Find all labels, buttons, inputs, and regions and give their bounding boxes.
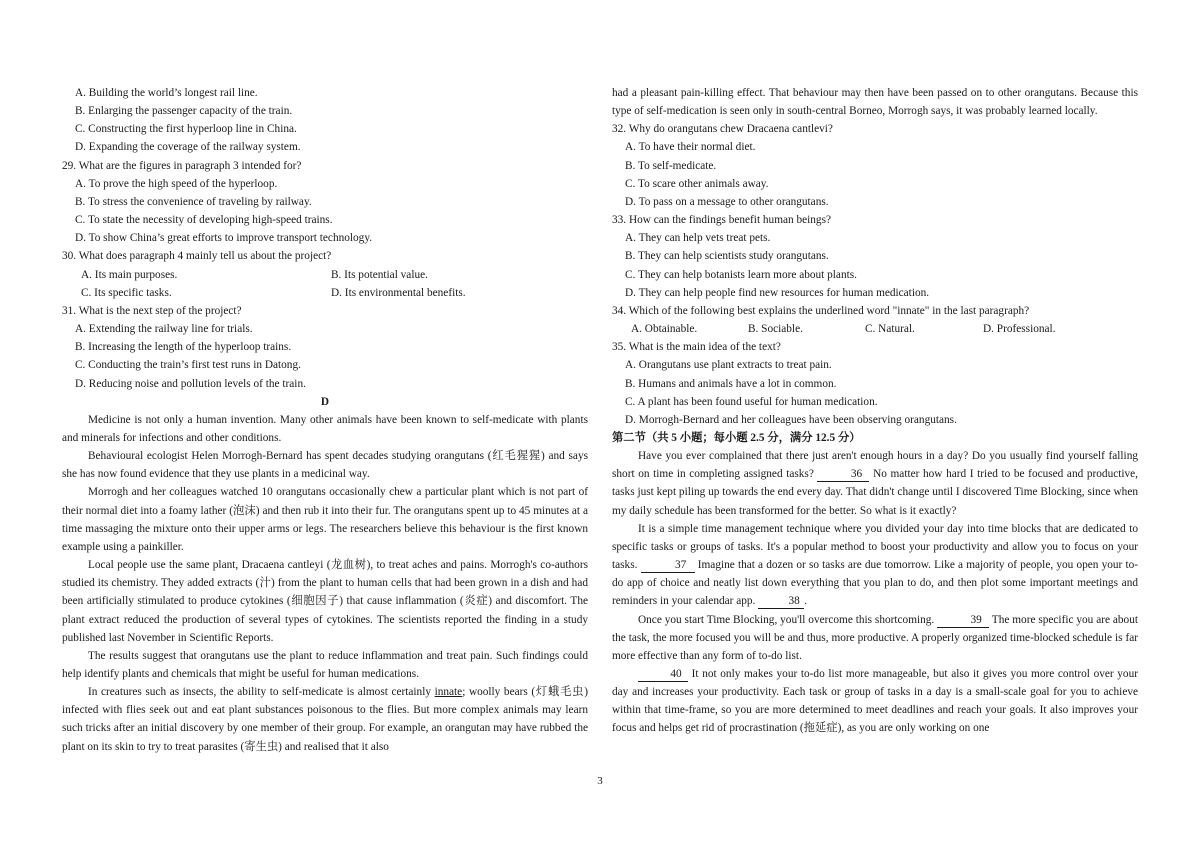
- passage-continuation: had a pleasant pain-killing effect. That behaviour may then have been passed on to other orangutans. Because this type of self-medication is seen only in south-central Borneo, Morrogh says, it was probably learned locally.: [612, 87, 1138, 118]
- passage-2-paragraph-2: [612, 520, 1138, 611]
- q30-option-c: C. Its specific tasks.: [81, 286, 172, 299]
- q29-option-a: A. To prove the high speed of the hyperloop.: [75, 177, 278, 190]
- q35-option-c: C. A plant has been found useful for human medication.: [625, 395, 878, 408]
- q29-option-b: B. To stress the convenience of traveling by railway.: [75, 195, 312, 208]
- blank-39[interactable]: 39: [937, 613, 989, 628]
- passage-paragraph-6: [62, 683, 588, 756]
- q34-option-a: A. Obtainable.: [631, 323, 698, 336]
- q29-stem: 29. What are the figures in paragraph 3 intended for?: [62, 159, 302, 172]
- q33-option-a: A. They can help vets treat pets.: [625, 232, 771, 245]
- q33-option-d: D. They can help people find new resources for human medication.: [625, 286, 930, 299]
- underlined-word-innate: innate: [434, 686, 463, 699]
- q35-option-a: A. Orangutans use plant extracts to treat pain.: [625, 359, 832, 372]
- p1-text-b: No matter how hard I tried to be focused and productive, tasks just kept piling up towards the end every day. That didn't change until I discovered Time Blocking, since when my daily schedule has been transformed for the better. So what is it exactly?: [612, 468, 1138, 517]
- q30-stem: 30. What does paragraph 4 mainly tell us about the project?: [62, 250, 332, 263]
- blank-38[interactable]: 38: [758, 594, 804, 609]
- q35-stem: 35. What is the main idea of the text?: [612, 341, 781, 354]
- p3-text-b: The more specific you are about the task, the more focused you will be and thus, more productive. A properly organized time-blocked schedule is far more effective than any form of to-do list.: [612, 613, 1138, 662]
- page-number: 3: [597, 775, 603, 787]
- q32-option-a: A. To have their normal diet.: [625, 141, 756, 154]
- section-2-heading: 第二节（共 5 小题；每小题 2.5 分，满分 12.5 分）: [612, 431, 861, 444]
- q32-option-b: B. To self-medicate.: [625, 159, 717, 172]
- q28-option-a: A. Building the world’s longest rail line.: [75, 87, 258, 99]
- left-column: [62, 84, 588, 756]
- q30-option-a: A. Its main purposes.: [81, 268, 178, 281]
- q30-option-b: B. Its potential value.: [331, 268, 428, 281]
- q35-option-d: D. Morrogh-Bernard and her colleagues have been observing orangutans.: [625, 413, 957, 426]
- passage-2-paragraph-1: [612, 447, 1138, 520]
- q34-option-b: B. Sociable.: [748, 323, 803, 336]
- p2-text-c: .: [804, 595, 808, 608]
- q35-option-b: B. Humans and animals have a lot in common.: [625, 377, 837, 390]
- q34-option-c: C. Natural.: [865, 323, 915, 336]
- q34-option-d: D. Professional.: [983, 323, 1056, 336]
- q28-option-b: B. Enlarging the passenger capacity of the train.: [75, 105, 293, 118]
- section-d-heading: D: [320, 395, 330, 408]
- p1-text-a: Have you ever complained that there just aren't enough hours in a day? Do you usually find yourself falling short on time in completing assigned tasks?: [612, 450, 1138, 481]
- q30-option-d: D. Its environmental benefits.: [331, 286, 466, 299]
- q31-option-a: A. Extending the railway line for trials.: [75, 323, 253, 336]
- p2-text-b: Imagine that a dozen or so tasks are due tomorrow. Like a majority of people, you open your to-do app of choice and neatly list down everything that you plan to do, and then plot some important meetings and reminders in your calendar app.: [612, 559, 1138, 608]
- q28-option-c: C. Constructing the first hyperloop line in China.: [75, 123, 297, 136]
- q34-stem: 34. Which of the following best explains the underlined word "innate" in the last paragraph?: [612, 304, 1030, 317]
- blank-40[interactable]: 40: [638, 667, 688, 682]
- paragraph-6-text-before: In creatures such as insects, the ability to self-medicate is almost certainly: [88, 686, 435, 699]
- p2-text-a: It is a simple time management technique where you divided your day into time blocks that are dedicated to specific tasks or groups of tasks. It's a popular method to boost your productivity and allow you to focus on your tasks.: [612, 522, 1138, 572]
- blank-36[interactable]: 36: [817, 467, 869, 482]
- p3-text-a: Once you start Time Blocking, you'll overcome this shortcoming.: [638, 613, 938, 626]
- p4-text-a: It not only makes your to-do list more manageable, but also it gives you more control over your day and increases your productivity. Each task or group of tasks in a day is a small-scale goal for you to achieve within that time-frame, so you are more determined to meet deadlines and reach your goals. It also improves your focus and helps get rid of procrastination (拖延症), as you are only working on one: [612, 668, 1138, 735]
- passage-paragraph-1: Medicine is not only a human invention. Many other animals have been known to self-medicate with plants and minerals for infections and other conditions.: [62, 413, 588, 444]
- q33-option-c: C. They can help botanists learn more about plants.: [625, 268, 857, 281]
- passage-2-paragraph-3: [612, 611, 1138, 665]
- q31-option-b: B. Increasing the length of the hyperloop trains.: [75, 341, 292, 354]
- q31-option-c: C. Conducting the train’s first test runs in Datong.: [75, 359, 301, 372]
- q30-options-row-2: [62, 284, 588, 302]
- q29-option-c: C. To state the necessity of developing high-speed trains.: [75, 214, 333, 227]
- q29-option-d: D. To show China’s great efforts to improve transport technology.: [75, 232, 373, 245]
- q32-option-d: D. To pass on a message to other orangutans.: [625, 195, 829, 208]
- passage-paragraph-5: The results suggest that orangutans use the plant to reduce inflammation and treat pain. Such findings could help identify plants and chemicals that might be useful for human medications.: [62, 649, 588, 680]
- passage-paragraph-2: Behavioural ecologist Helen Morrogh-Bernard has spent decades studying orangutans (红毛猩猩) and says she has now found evidence that they use plants in a medicinal way.: [62, 450, 588, 481]
- q31-option-d: D. Reducing noise and pollution levels of the train.: [75, 377, 306, 390]
- q31-stem: 31. What is the next step of the project?: [62, 304, 242, 317]
- passage-2-paragraph-4: [612, 665, 1138, 738]
- right-column: [612, 84, 1138, 738]
- passage-paragraph-3: Morrogh and her colleagues watched 10 orangutans occasionally chew a particular plant which is not part of their normal diet into a foamy lather (泡沫) and then rub it into their fur. The orangutans spent up to 45 minutes at a time massaging the mixture onto their upper arms or legs. The researchers believe this behaviour is the first known example using a painkiller.: [62, 486, 588, 553]
- paragraph-6-text-after: ; woolly bears (灯蛾毛虫) infected with flies seek out and eat plant substances poisonous to the flies. But more complex animals may learn such tricks after an initial discovery by one member of their group. For example, an orangutan may have rubbed the plant on its skin to try to treat parasites (寄生虫) and realised that it also: [62, 686, 588, 753]
- q28-option-d: D. Expanding the coverage of the railway system.: [75, 141, 301, 154]
- q33-option-b: B. They can help scientists study orangutans.: [625, 250, 829, 263]
- q33-stem: 33. How can the findings benefit human beings?: [612, 214, 831, 227]
- q32-stem: 32. Why do orangutans chew Dracaena cantlevi?: [612, 123, 833, 136]
- passage-paragraph-4: Local people use the same plant, Dracaena cantleyi (龙血树), to treat aches and pains. Morrogh's co-authors studied its chemistry. They added extracts (汁) from the plant to human cells that had been grown in a dish and had been artificially stimulated to produce cytokines (细胞因子) that cause inflammation (炎症) and discomfort. The plant extract reduced the production of several types of cytokines. The scientists reported the finding in a study published last November in Scientific Reports.: [62, 559, 588, 644]
- q30-options-row-1: [62, 266, 588, 284]
- q34-options-row: [612, 320, 1138, 338]
- blank-37[interactable]: 37: [641, 558, 695, 573]
- q32-option-c: C. To scare other animals away.: [625, 177, 769, 190]
